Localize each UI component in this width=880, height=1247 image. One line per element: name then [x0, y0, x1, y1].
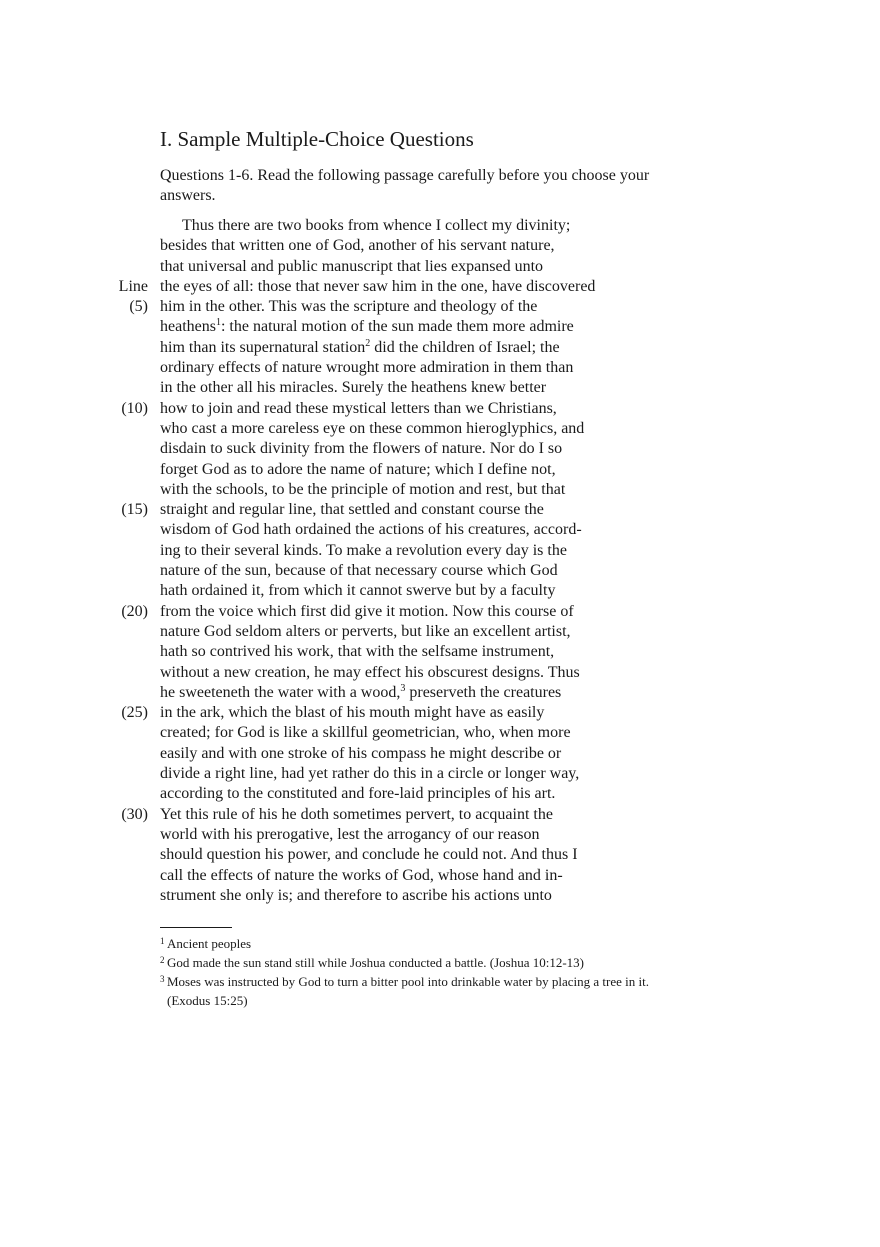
passage-line: [110, 216, 710, 236]
line-text: hath so contrived his work, that with the selfsame instrument,: [160, 643, 555, 661]
line-text: from the voice which first did give it motion. Now this course of: [160, 602, 574, 620]
line-text-segment: preserveth the creatures: [405, 683, 562, 701]
footnote: [160, 953, 680, 972]
passage-line: [110, 541, 710, 561]
line-text: without a new creation, he may effect his obscurest designs. Thus: [160, 663, 580, 681]
line-text: in the other all his miracles. Surely the heathens knew better: [160, 379, 547, 397]
passage-line: [110, 764, 710, 784]
passage-line: [110, 703, 710, 723]
line-number: (5): [129, 298, 148, 316]
line-text: call the effects of nature the works of God, whose hand and in-: [160, 866, 563, 884]
line-text: straight and regular line, that settled and constant course the: [160, 501, 544, 519]
passage-line: [110, 886, 710, 906]
passage-line: [110, 866, 710, 886]
line-text: Yet this rule of his he doth sometimes pervert, to acquaint the: [160, 805, 553, 823]
footnote-marker: 3: [160, 974, 165, 984]
footnote-marker: 2: [160, 955, 165, 965]
line-text: world with his prerogative, lest the arrogancy of our reason: [160, 825, 540, 843]
passage-line: [110, 784, 710, 804]
passage-line: [110, 663, 710, 683]
passage-line: [110, 723, 710, 743]
line-text: disdain to suck divinity from the flowers of nature. Nor do I so: [160, 440, 563, 458]
passage-line: [110, 642, 710, 662]
line-text: how to join and read these mystical letters than we Christians,: [160, 399, 557, 417]
footnote-reference: 2: [365, 337, 371, 349]
line-text: strument she only is; and therefore to ascribe his actions unto: [160, 886, 552, 904]
footnote-divider: [160, 927, 232, 928]
passage-line: [110, 500, 710, 520]
passage-line: [110, 358, 710, 378]
footnote-marker: 1: [160, 936, 165, 946]
line-number: (15): [121, 501, 148, 519]
line-number: (10): [121, 399, 148, 417]
line-text: besides that written one of God, another of his servant nature,: [160, 237, 555, 255]
line-text: him in the other. This was the scripture and theology of the: [160, 298, 538, 316]
section-title: I. Sample Multiple-Choice Questions: [160, 127, 474, 151]
passage-line: [110, 257, 710, 277]
reading-passage: [110, 216, 710, 906]
line-text-segment: him than its supernatural station: [160, 338, 366, 356]
line-text: nature God seldom alters or perverts, but like an excellent artist,: [160, 622, 571, 640]
line-text: [160, 317, 574, 337]
line-text-segment: he sweeteneth the water with a wood,: [160, 683, 401, 701]
passage-line: [110, 297, 710, 317]
line-text: divide a right line, had yet rather do this in a circle or longer way,: [160, 765, 580, 783]
line-text-segment: heathens: [160, 318, 216, 336]
line-text: should question his power, and conclude he could not. And thus I: [160, 846, 578, 864]
question-instructions: Questions 1-6. Read the following passage carefully before you choose your answers.: [160, 167, 650, 205]
passage-line: [110, 805, 710, 825]
line-text: who cast a more careless eye on these common hieroglyphics, and: [160, 419, 585, 437]
passage-line: [110, 845, 710, 865]
footnote-text: Ancient peoples: [167, 936, 252, 951]
line-number: (25): [121, 704, 148, 722]
footnote: [160, 934, 680, 953]
line-text: forget God as to adore the name of nature; which I define not,: [160, 460, 556, 478]
line-text: wisdom of God hath ordained the actions of his creatures, accord-: [160, 521, 582, 539]
line-text: hath ordained it, from which it cannot swerve but by a faculty: [160, 582, 556, 600]
line-text: created; for God is like a skillful geometrician, who, when more: [160, 724, 571, 742]
footnote-reference: 3: [400, 682, 406, 694]
passage-line: [110, 561, 710, 581]
passage-line: [110, 602, 710, 622]
line-text: [160, 683, 561, 703]
line-text: ing to their several kinds. To make a revolution every day is the: [160, 541, 567, 559]
passage-line: [110, 520, 710, 540]
line-text: according to the constituted and fore-laid principles of his art.: [160, 785, 556, 803]
line-text: Thus there are two books from whence I collect my divinity;: [182, 217, 571, 234]
line-text-segment: did the children of Israel; the: [370, 338, 560, 356]
footnote-text: Moses was instructed by God to turn a bitter pool into drinkable water by placing a tree in it. (Exodus 15:25): [167, 974, 649, 1008]
passage-line: [110, 317, 710, 337]
line-text: nature of the sun, because of that necessary course which God: [160, 562, 558, 580]
footnotes: [160, 934, 680, 1010]
line-text: that universal and public manuscript that lies expansed unto: [160, 257, 544, 275]
passage-line: [110, 439, 710, 459]
passage-line: [110, 399, 710, 419]
line-text: easily and with one stroke of his compass he might describe or: [160, 744, 562, 762]
passage-line: [110, 581, 710, 601]
passage-line: [110, 480, 710, 500]
footnote-reference: 1: [215, 317, 221, 329]
passage-line: [110, 419, 710, 439]
passage-line: [110, 683, 710, 703]
line-text: the eyes of all: those that never saw him in the one, have discovered: [160, 277, 596, 295]
footnote: [160, 972, 680, 1010]
line-number: Line: [118, 277, 148, 295]
line-text: [160, 338, 560, 358]
line-text: ordinary effects of nature wrought more admiration in them than: [160, 359, 574, 377]
line-text-segment: : the natural motion of the sun made them more admire: [220, 318, 574, 336]
passage-line: [110, 277, 710, 297]
passage-line: [110, 460, 710, 480]
passage-line: [110, 236, 710, 256]
line-number: (30): [121, 805, 148, 823]
passage-line: [110, 825, 710, 845]
passage-line: [110, 622, 710, 642]
passage-line: [110, 378, 710, 398]
line-number: (20): [121, 602, 148, 620]
line-text: in the ark, which the blast of his mouth might have as easily: [160, 704, 545, 722]
line-text: with the schools, to be the principle of motion and rest, but that: [160, 480, 566, 498]
passage-line: [110, 338, 710, 358]
passage-line: [110, 744, 710, 764]
footnote-text: God made the sun stand still while Joshua conducted a battle. (Joshua 10:12-13): [167, 955, 585, 970]
